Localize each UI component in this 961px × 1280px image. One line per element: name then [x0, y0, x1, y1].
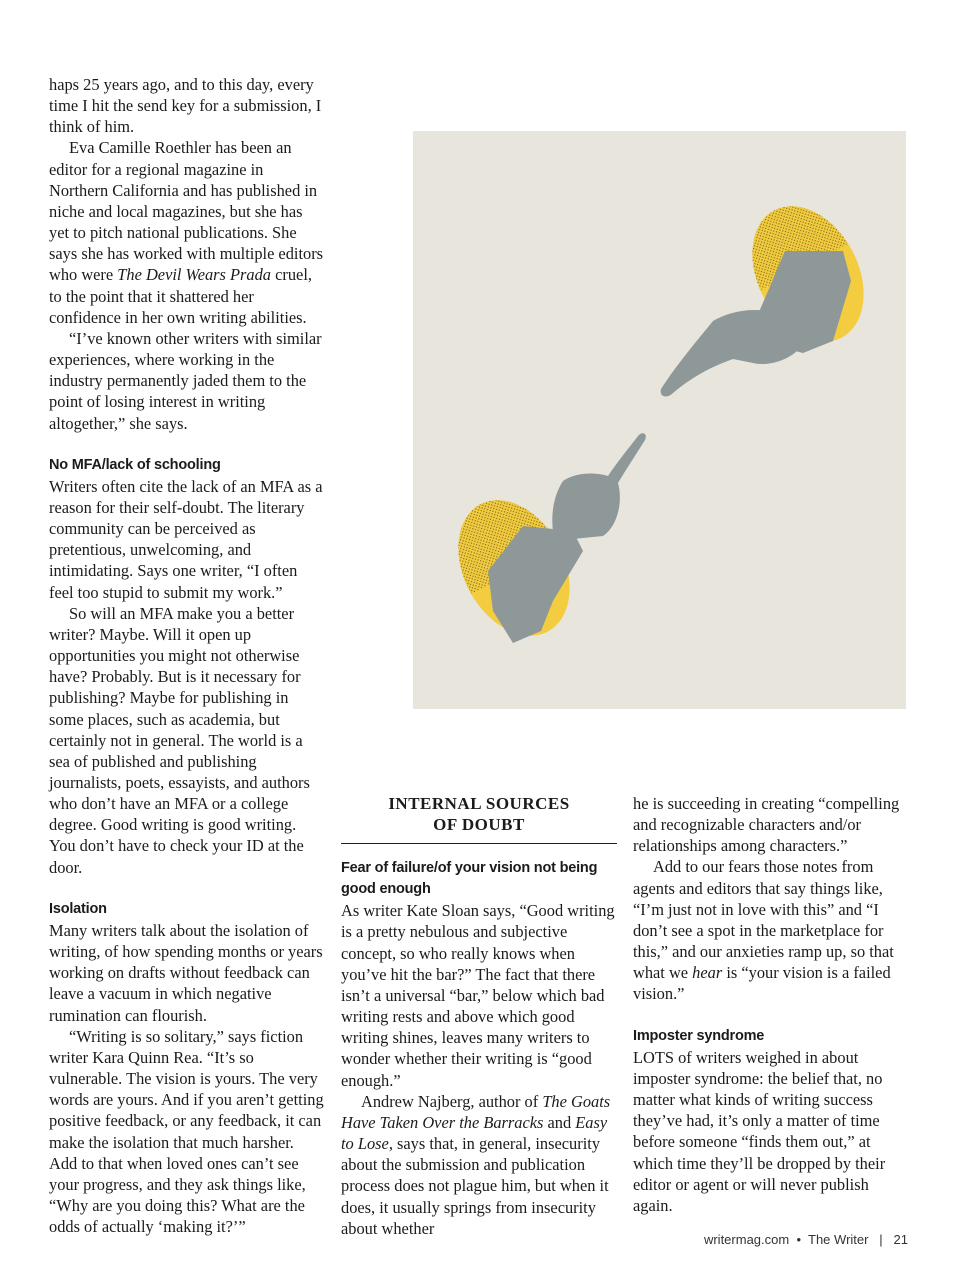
footer-site: writermag.com [703, 1232, 790, 1247]
paragraph: “I’ve known other writers with similar experiences, where working in the industry permanently jaded them to the point of losing interest in writing altogether,” she says. [49, 328, 322, 433]
paragraph [341, 1091, 617, 1239]
section-heading: Imposter syndrome [633, 1027, 765, 1044]
paragraph [633, 856, 909, 1004]
sidebar-title-line: INTERNAL SOURCES [388, 794, 570, 813]
paragraph: So will an MFA make you a better writer? Maybe. Will it open up opportunities you might not otherwise have? Probably. But is it necessary for publishing? Maybe for publishing in some places, such as academia, but certainly not in general. The world is a sea of published and publishing journalists, poets, essayists, and authors who don’t have an MFA or a college degree. Good writing is good writing. You don’t have to check your ID at the door. [49, 603, 310, 877]
emphasis: hear [692, 963, 723, 983]
footer-divider: | [879, 1232, 883, 1247]
footer-magazine: The Writer [808, 1232, 869, 1247]
section-heading: Isolation [49, 900, 107, 917]
paragraph: “Writing is so solitary,” says fiction writer Kara Quinn Rea. “It’s so vulnerable. The vision is yours. The very words are yours. And if you aren’t getting positive feedback, or any feedback, it can make the isolation that much harsher. Add to that when loved ones can’t see your progress, and they ask things like, “Why are you doing this? What are the odds of actually ‘making it?’” [49, 1026, 324, 1237]
paragraph: Many writers talk about the isolation of writing, of how spending months or years working on drafts without feedback can leave a vacuum in which negative rumination can flourish. [49, 920, 323, 1025]
section-heading: Fear of failure/of your vision not being good enough [341, 860, 598, 898]
text: Andrew Najberg, author of [361, 1091, 543, 1111]
paragraph [49, 137, 325, 327]
text: and [543, 1112, 576, 1132]
page-number: 21 [893, 1232, 908, 1247]
paragraph: haps 25 years ago, and to this day, every time I hit the send key for a submission, I think of him. [49, 75, 322, 137]
book-title: Easy to Lose [341, 1112, 608, 1154]
book-title: The Devil Wears Prada [117, 265, 272, 285]
book-title: The Goats Have Taken Over the Barracks [341, 1091, 611, 1132]
text: Add to our fears those notes from agents and editors that say things like, “I’m just not in love with this” and “I don’t see a spot in the marketplace for this,” and our anxieties ramp up, so that what we [633, 857, 894, 983]
text: , says that, in general, insecurity about the submission and publication process does not plague him, but when it does, it usually springs from insecurity about whether [341, 1134, 609, 1238]
pointing-hands-icon [413, 131, 906, 709]
text: cruel, to the point that it shattered her confidence in her own writing abilities. [49, 265, 312, 327]
article-column-1 [49, 74, 325, 1237]
sidebar-title-line: OF DOUBT [433, 815, 525, 834]
sidebar-title [341, 793, 617, 844]
text: Eva Camille Roethler has been an editor for a regional magazine in Northern California and has published in niche and local magazines, but she has yet to pitch national publications. She says she has worked with multiple editors who were [49, 138, 324, 285]
paragraph: Writers often cite the lack of an MFA as a reason for their self-doubt. The literary community can be perceived as pretentious, unwelcoming, and intimidating. Says one writer, “I often feel too stupid to submit my work.” [49, 476, 323, 602]
paragraph: As writer Kate Sloan says, “Good writing is a pretty nebulous and subjective concept, so who really knows when you’ve hit the bar?” The fact that there isn’t a universal “bar,” below which bad writing rests and above which good writing shines, leaves many writers to wonder whether their writing is “good enough.” [341, 901, 615, 1090]
paragraph: LOTS of writers weighed in about imposter syndrome: the belief that, no matter what kinds of writing success they’ve had, it’s only a matter of time before someone “finds them out,” at which time they’ll be dropped by their editor or agent or will never publish again. [633, 1047, 886, 1215]
pointing-hands-illustration [413, 131, 906, 709]
page-footer [640, 1232, 908, 1247]
illustration-background [413, 131, 906, 709]
footer-bullet: • [796, 1232, 802, 1247]
article-column-2 [341, 793, 617, 1239]
paragraph: he is succeeding in creating “compelling and recognizable characters and/or relationships among characters.” [633, 794, 900, 856]
article-column-3 [633, 793, 909, 1216]
text: is “your vision is a failed vision.” [633, 963, 891, 1004]
section-heading: No MFA/lack of schooling [49, 456, 221, 473]
